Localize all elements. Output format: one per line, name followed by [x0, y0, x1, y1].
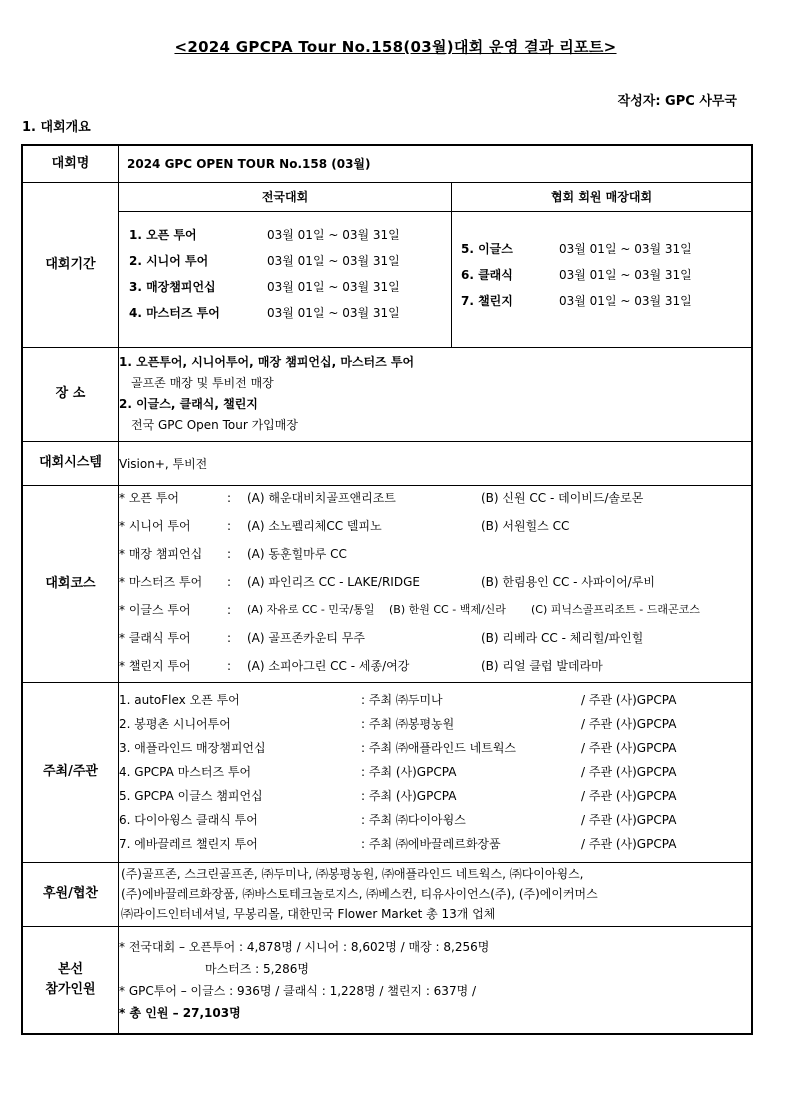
national-list — [129, 223, 449, 327]
course-row: * 시니어 투어 : (A) 소노펠리체CC 델피노 (B) 서원힐스 CC — [119, 518, 570, 533]
row-sponsors — [22, 862, 752, 926]
national-item: 1. 오픈 투어 03월 01일 ~ 03월 31일 — [129, 227, 400, 242]
period-cell — [119, 182, 753, 347]
label-name: 대회명 — [22, 145, 119, 182]
participants-cell — [119, 926, 753, 1034]
label-courses: 대회코스 — [22, 485, 119, 682]
participants-total: * 총 인원 – 27,103명 — [119, 1005, 241, 1020]
row-hosts — [22, 682, 752, 862]
host-row: 4. GPCPA 마스터즈 투어 : 주최 (사)GPCPA / 주관 (사)GPCPA — [119, 765, 677, 779]
host-row: 6. 다이아윙스 클래식 투어 : 주최 ㈜다이아윙스 / 주관 (사)GPCPA — [119, 813, 677, 827]
hosts-cell — [119, 682, 753, 862]
member-item: 5. 이글스 03월 01일 ~ 03월 31일 — [461, 241, 692, 256]
participants-line: * 전국대회 – 오픈투어 : 4,878명 / 시니어 : 8,602명 / 매장 : 8,256명 — [119, 939, 490, 954]
venue-line: 2. 이글스, 클래식, 챌린지 — [119, 397, 258, 411]
host-row: 7. 에바끌레르 챌린지 투어 : 주최 ㈜에바끌레르화장품 / 주관 (사)GPCPA — [119, 837, 677, 851]
label-period: 대회기간 — [22, 182, 119, 347]
label-venue: 장 소 — [22, 347, 119, 441]
participants-line: * GPC투어 – 이글스 : 936명 / 클래식 : 1,228명 / 챌린지 : 637명 / — [119, 983, 477, 998]
overview-table — [21, 144, 753, 1035]
course-row: * 매장 챔피언십 : (A) 동훈힐마루 CC — [119, 546, 347, 561]
venue-line: 골프존 매장 및 투비전 매장 — [131, 376, 274, 390]
sponsor-line: ㈜라이드인터네셔널, 무봉리몰, 대한민국 Flower Market 총 13개 업체 — [121, 907, 496, 921]
national-header: 전국대회 — [119, 183, 452, 212]
national-item: 4. 마스터즈 투어 03월 01일 ~ 03월 31일 — [129, 305, 400, 320]
host-row: 1. autoFlex 오픈 투어 : 주최 ㈜두미나 / 주관 (사)GPCPA — [119, 693, 677, 707]
course-row: * 챌린지 투어 : (A) 소피아그린 CC - 세종/여강 (B) 리얼 클럽 발데라마 — [119, 658, 603, 673]
venue-line: 전국 GPC Open Tour 가입매장 — [131, 418, 298, 432]
section-title: 1. 대회개요 — [22, 120, 91, 135]
host-row: 2. 봉평촌 시니어투어 : 주최 ㈜봉평농원 / 주관 (사)GPCPA — [119, 717, 677, 731]
member-header: 협회 회원 매장대회 — [452, 183, 751, 212]
label-participants: 본선 참가인원 — [22, 926, 119, 1034]
row-venue — [22, 347, 752, 441]
courses-cell — [119, 485, 753, 682]
course-row: * 이글스 투어 : (A) 자유로 CC - 민국/통일 (B) 한원 CC - 백제/신라 (C) 피닉스골프리조트 - 드래곤코스 — [119, 602, 700, 617]
page-title: <2024 GPCPA Tour No.158(03월)대회 운영 결과 리포트> — [174, 38, 617, 56]
author-line: 작성자: GPC 사무국 — [617, 94, 737, 109]
sponsors-cell — [119, 862, 753, 926]
course-row: * 오픈 투어 : (A) 해운대비치골프앤리조트 (B) 신원 CC - 데이비드/솔로몬 — [119, 490, 644, 505]
row-period — [22, 182, 752, 347]
member-item: 6. 클래식 03월 01일 ~ 03월 31일 — [461, 267, 692, 282]
period-divider — [451, 212, 452, 347]
value-name: 2024 GPC OPEN TOUR No.158 (03월) — [119, 145, 753, 182]
label-sponsors: 후원/협찬 — [22, 862, 119, 926]
row-system — [22, 441, 752, 485]
host-row: 5. GPCPA 이글스 챔피언십 : 주최 (사)GPCPA / 주관 (사)GPCPA — [119, 789, 677, 803]
course-row: * 마스터즈 투어 : (A) 파인리즈 CC - LAKE/RIDGE (B) 한림용인 CC - 사파이어/루비 — [119, 574, 655, 589]
venue-line: 1. 오픈투어, 시니어투어, 매장 챔피언십, 마스터즈 투어 — [119, 355, 415, 369]
sponsor-line: (주)골프존, 스크린골프존, ㈜두미나, ㈜봉평농원, ㈜애플라인드 네트웍스, ㈜다이아윙스, — [121, 867, 584, 881]
member-item: 7. 챌린지 03월 01일 ~ 03월 31일 — [461, 293, 692, 308]
course-row: * 클래식 투어 : (A) 골프존카운티 무주 (B) 리베라 CC - 체리힐/파인힐 — [119, 630, 644, 645]
label-hosts: 주최/주관 — [22, 682, 119, 862]
label-system: 대회시스템 — [22, 441, 119, 485]
member-list — [461, 237, 741, 315]
row-name — [22, 145, 752, 182]
venue-cell — [119, 347, 753, 441]
row-courses — [22, 485, 752, 682]
participants-line: 마스터즈 : 5,286명 — [205, 961, 309, 976]
national-item: 2. 시니어 투어 03월 01일 ~ 03월 31일 — [129, 253, 400, 268]
value-system: Vision+, 투비전 — [119, 441, 753, 485]
sponsor-line: (주)에바끌레르화장품, ㈜바스토테크놀로지스, ㈜베스컨, 티유사이언스(주), (주)에이커머스 — [121, 887, 598, 901]
row-participants — [22, 926, 752, 1034]
host-row: 3. 애플라인드 매장챔피언십 : 주최 ㈜애플라인드 네트웍스 / 주관 (사)GPCPA — [119, 741, 677, 755]
national-item: 3. 매장챔피언십 03월 01일 ~ 03월 31일 — [129, 279, 400, 294]
